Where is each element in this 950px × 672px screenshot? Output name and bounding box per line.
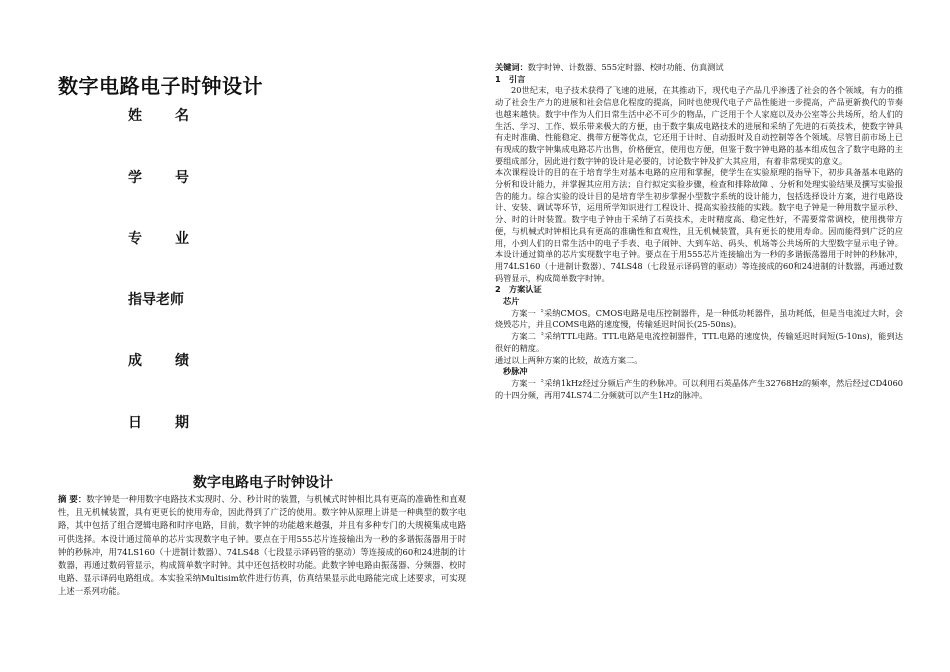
keywords-text: 数字时钟、计数器、555定时器、校时功能、仿真测试 [527, 62, 724, 72]
body-text [495, 62, 903, 401]
section-2-heading: 2 方案认证 [495, 284, 542, 295]
field-name-label: 姓名 [128, 108, 222, 124]
field-date-label: 日期 [128, 415, 222, 431]
right-column [495, 0, 905, 672]
chip-paragraph-1: 方案一〝采纳CMOS。CMOS电路是电压控制器件，是一种低功耗器件，虽功耗低，但是当电流过大时，会烧毁芯片，并且COMS电路的速度慢，传输延迟时间长(25-50ns)。 [495, 307, 903, 330]
field-advisor-label: 指导老师 [128, 292, 184, 308]
keywords [495, 62, 903, 74]
pulse-paragraph-1: 方案一〝采纳1kHz经过分频后产生的秒脉冲。可以利用石英晶体产生32768Hz的频率，然后经过CD4060的十四分频，再用74LS74二分频就可以产生1Hz的脉冲。 [495, 377, 903, 400]
abstract-text: 数字钟是一种用数字电路技术实现时、分、秒计时的装置，与机械式时钟相比具有更高的准确性和直观性，且无机械装置，具有更更长的使用寿命，因此得到了广泛的使用。数字钟从原理上讲是一种典型的数字电路，其中包括了组合逻辑电路和时序电路，目前，数字钟的功能越来越强，并且有多种专门的大规模集成电路可供选择。本设计通过简单的芯片实现数字电子钟。要点在于用555芯片连接输出为一秒的多谐振荡器用于时钟的秒脉冲，用74LS160（十进制计数器）、74LS48（七段显示译码管的驱动）等连接成的60和24进制的计数器，再通过数码管显示，构成简单数字时钟。其中还包括校时功能。此数字钟电路由振荡器、分频器、校时电路、显示译码电路组成。本实验采纳Multisim软件进行仿真，仿真结果显示此电路能完成上述要求，可实现上述一系列功能。 [58, 494, 467, 597]
section-1-paragraph-1: 20世纪末，电子技术获得了飞速的进展，在其推动下，现代电子产品几乎渗透了社会的各个领域，有力的推动了社会生产力的进展和社会信息化程度的提高，同时也使现代电子产品性能进一步提高，产品更新换代的节奏也越来越快。数字中作为人们日常生活中必不可少的物品，广泛用于个人家庭以及办公室等公共场所，给人们的生活、学习、工作、娱乐带来极大的方便，由于数字集成电路技术的进展和采纳了先进的石英技术，使数字钟具有走时准确、性能稳定、携带方便等优点，它还用于计时、自动报时及自动控制等各个领域。尽管目前市场上已有现成的数字钟集成电路芯片出售，价格便宜，使用也方便，但鉴于数字钟电路的基本组成包含了数字电路的主要组成部分，因此进行数字钟的设计是必要的，讨论数字钟及扩大其应用，有着非常现实的意义。 [495, 85, 903, 166]
abstract [58, 493, 466, 599]
chip-paragraph-2: 方案二〝采纳TTL电路。TTL电路是电流控制器件，TTL电路的速度快，传输延迟时间短(5-10ns)，能到达很好的精度。 [495, 331, 903, 353]
section-1-paragraph-2: 本次课程设计的目的在于培育学生对基本电路的应用和掌握，使学生在实验原理的指导下，初步具备基本电路的分析和设计能力，并掌握其应用方法；自行拟定实验步骤，检查和排除故障 、分析和处理实验结果及撰写实验报告的能力。综合实验的设计目的是培育学生初步掌握小型数字系统的设计能力，包括选择设计方案，进行电路设计、安装、调试等环节，运用所学知识进行工程设计、提高实验技能的实践。数字电子钟是一种用数字显示秒、分、时的计时装置。数字电子钟由于采纳了石英技术，走时精度高、稳定性好，不需要常常调校，使用携带方便，与机械式时钟相比具有更高的准确性和直观性，且无机械装置，具有更长的使用寿命。因而能得到广泛的应用，小到人们的日常生活中的电子手表、电子闹钟、大到车站、码头、机场等公共场所的大型数字显示电子钟。本设计通过简单的芯片实现数字电子钟。要点在于用555芯片连接输出为一秒的多谐振荡器用于时钟的秒脉冲，用74LS160（十进制计数器）、74LS48（七段显示译码管的驱动）等连接成的60和24进制的计数器，再通过数码管显示，构成简单数字时钟。 [495, 167, 903, 283]
chip-heading: 芯片 [503, 296, 520, 307]
abstract-label: 摘 要： [58, 494, 87, 504]
left-column [58, 0, 468, 672]
main-title: 数字电路电子时钟设计 [58, 74, 263, 98]
field-major-label: 专业 [128, 231, 222, 247]
keywords-label: 关键词： [495, 62, 528, 72]
section-1-heading: 1 引言 [495, 73, 526, 84]
field-grade-label: 成绩 [128, 353, 222, 369]
field-student-id-label: 学号 [128, 170, 222, 186]
pulse-heading: 秒脉冲 [503, 366, 528, 377]
sub-title: 数字电路电子时钟设计 [193, 475, 333, 491]
chip-paragraph-3: 通过以上两种方案的比较，故选方案二。 [495, 354, 643, 365]
